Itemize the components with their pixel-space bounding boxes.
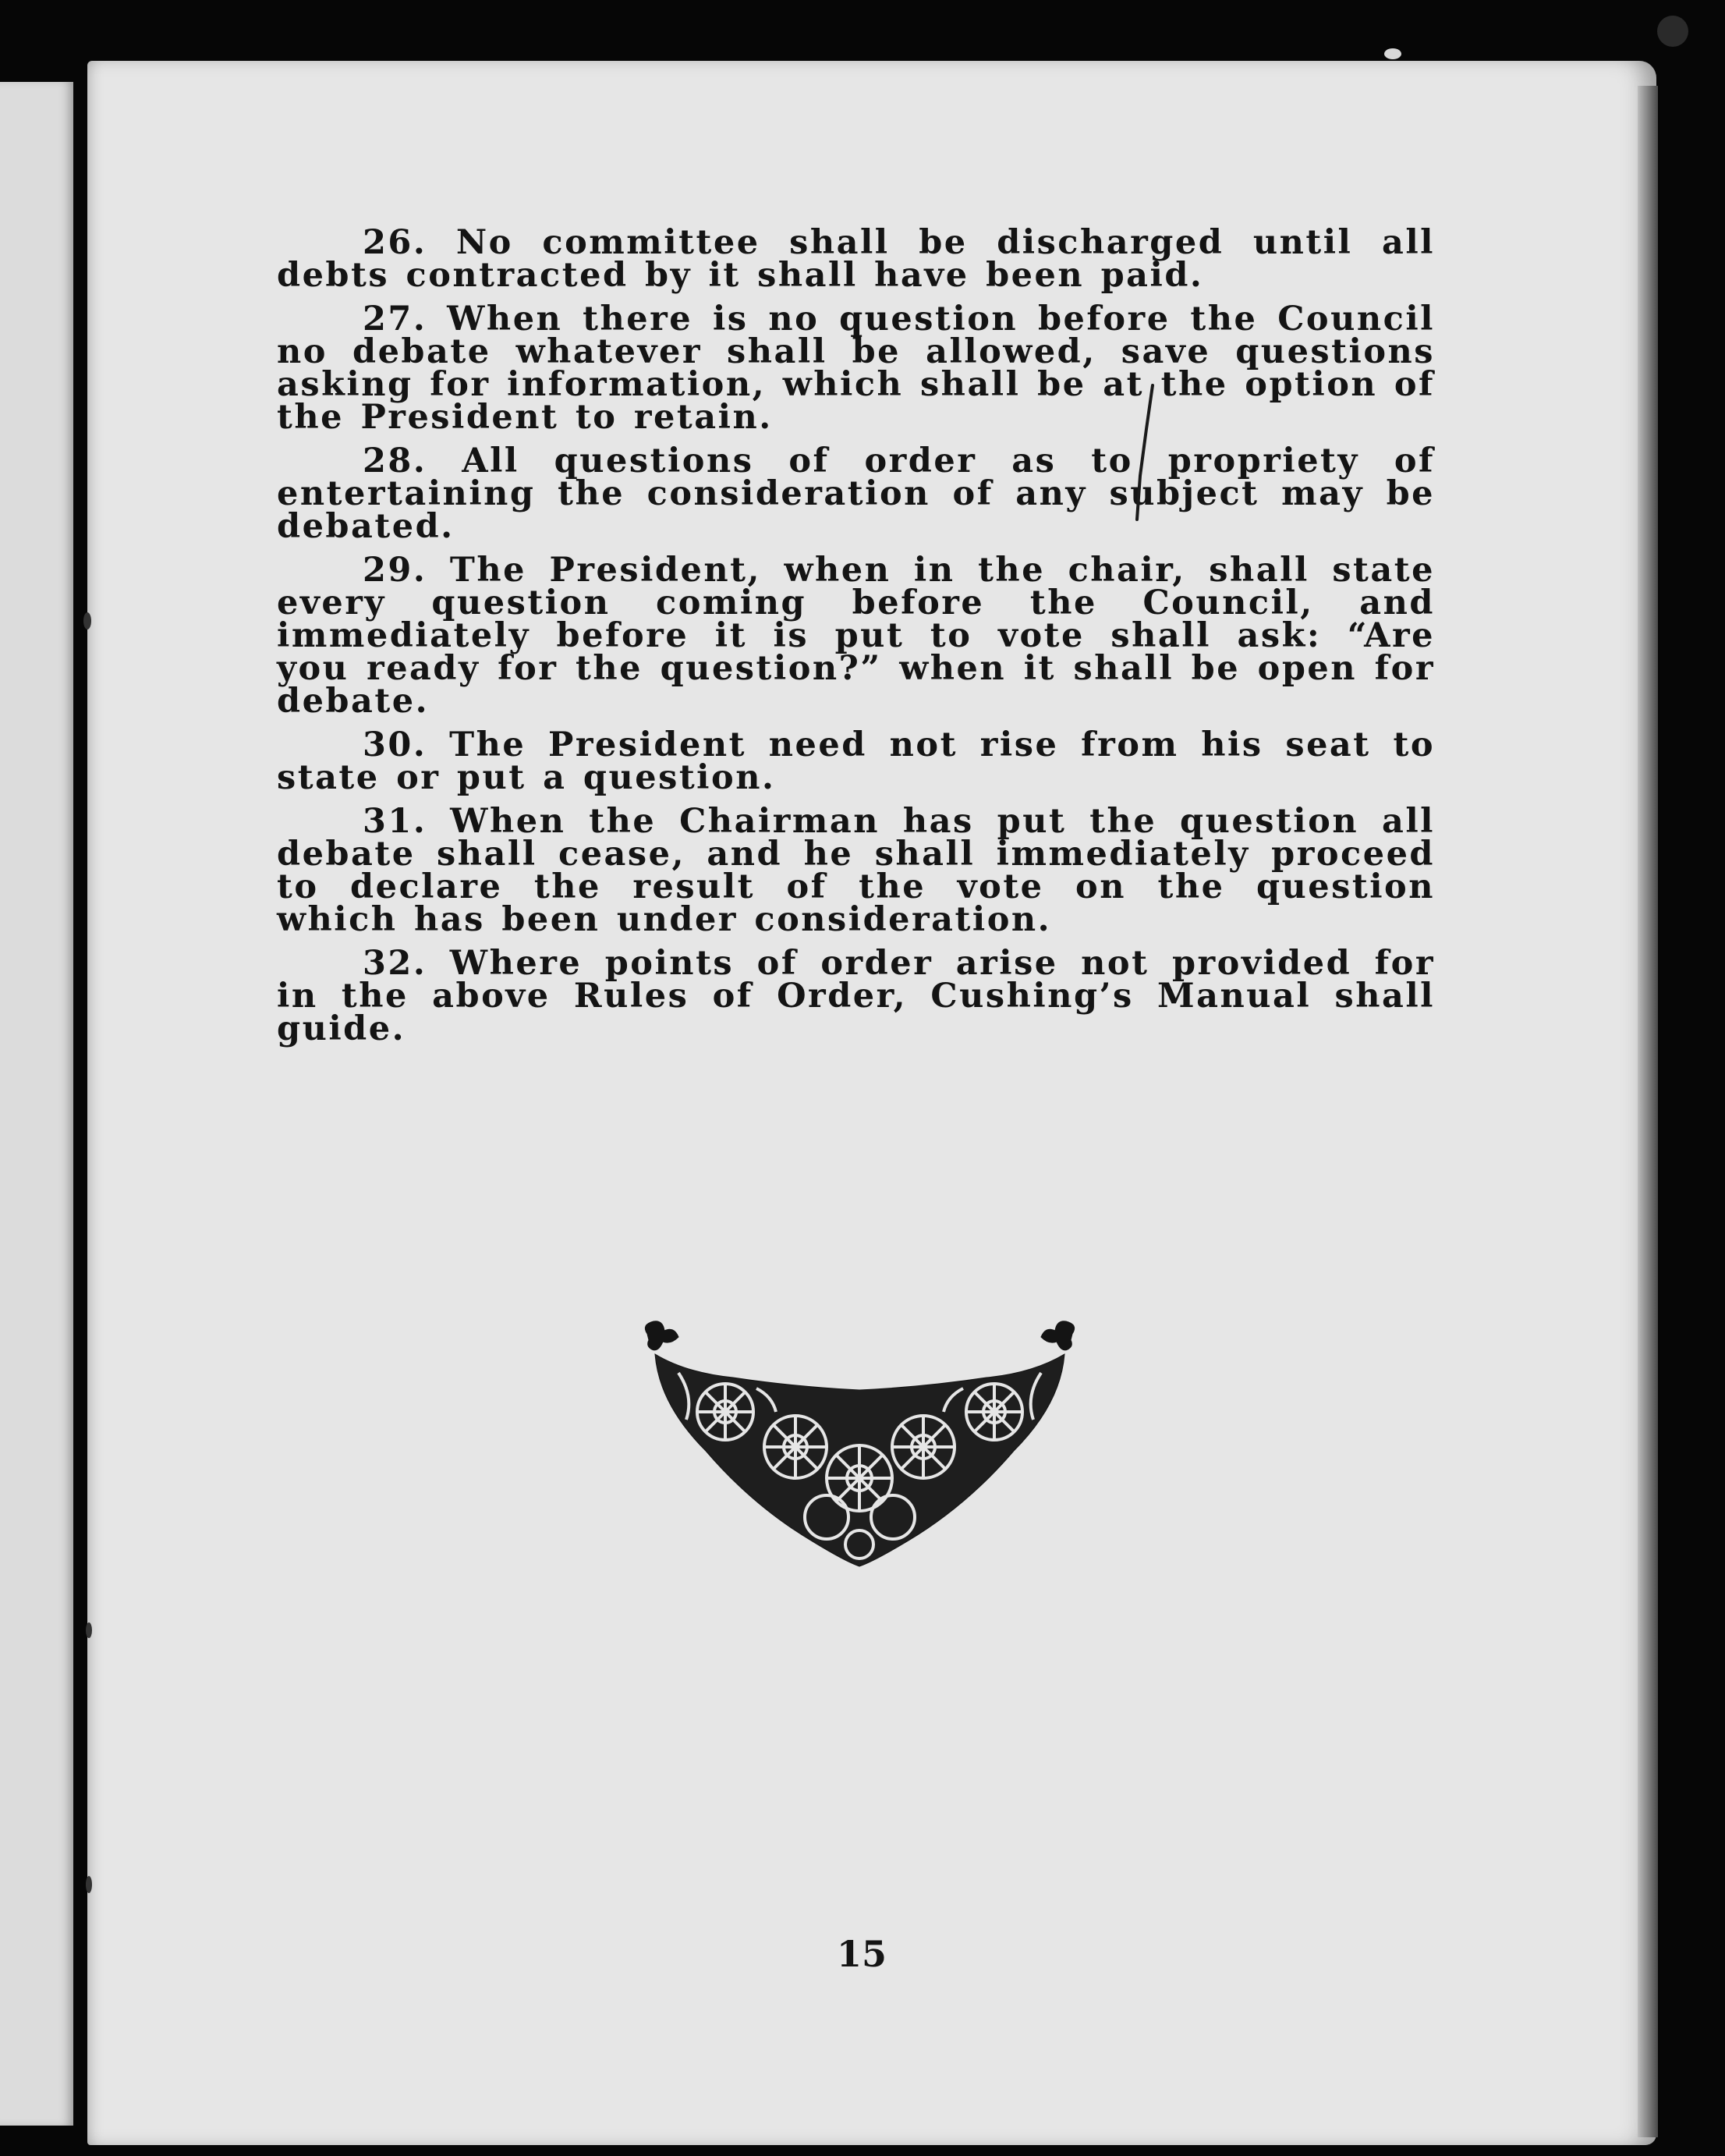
rule-29: 29. The President, when in the chair, shall state every question coming before the Council, and immediately before it is put to vote shall ask: “Are you ready for the question?” when it shall be open for debate. <box>277 551 1435 721</box>
rule-31: 31. When the Chairman has put the question all debate shall cease, and he shall immediately proceed to declare the result of the vote on the question which has been under consideration. <box>277 802 1435 939</box>
page-number: 15 <box>836 1933 887 1975</box>
rule-32: 32. Where points of order arise not provided for in the above Rules of Order, Cushing’s Manual shall guide. <box>277 944 1435 1048</box>
rule-30: 30. The President need not rise from his seat to state or put a question. <box>277 725 1435 797</box>
scan-speck <box>83 612 91 629</box>
floral-garland-ornament-icon <box>639 1318 1080 1568</box>
rules-text-block <box>277 223 1435 1056</box>
rule-28: 28. All questions of order as to propriety of entertaining the consideration of any subject may be debated. <box>277 441 1435 546</box>
scan-speck <box>86 1622 92 1638</box>
rule-27: 27. When there is no question before the Council no debate whatever shall be allowed, save questions asking for information, which shall be at the option of the President to retain. <box>277 300 1435 437</box>
facing-page-edge <box>0 82 73 2126</box>
scan-speck <box>86 1876 92 1893</box>
pen-stroke-mark <box>1123 382 1170 523</box>
scan-speck <box>1657 16 1688 47</box>
rule-26: 26. No committee shall be discharged until all debts contracted by it shall have been paid. <box>277 223 1435 295</box>
page-edge-shadow <box>1638 86 1658 2137</box>
scan-speck <box>1384 48 1401 59</box>
